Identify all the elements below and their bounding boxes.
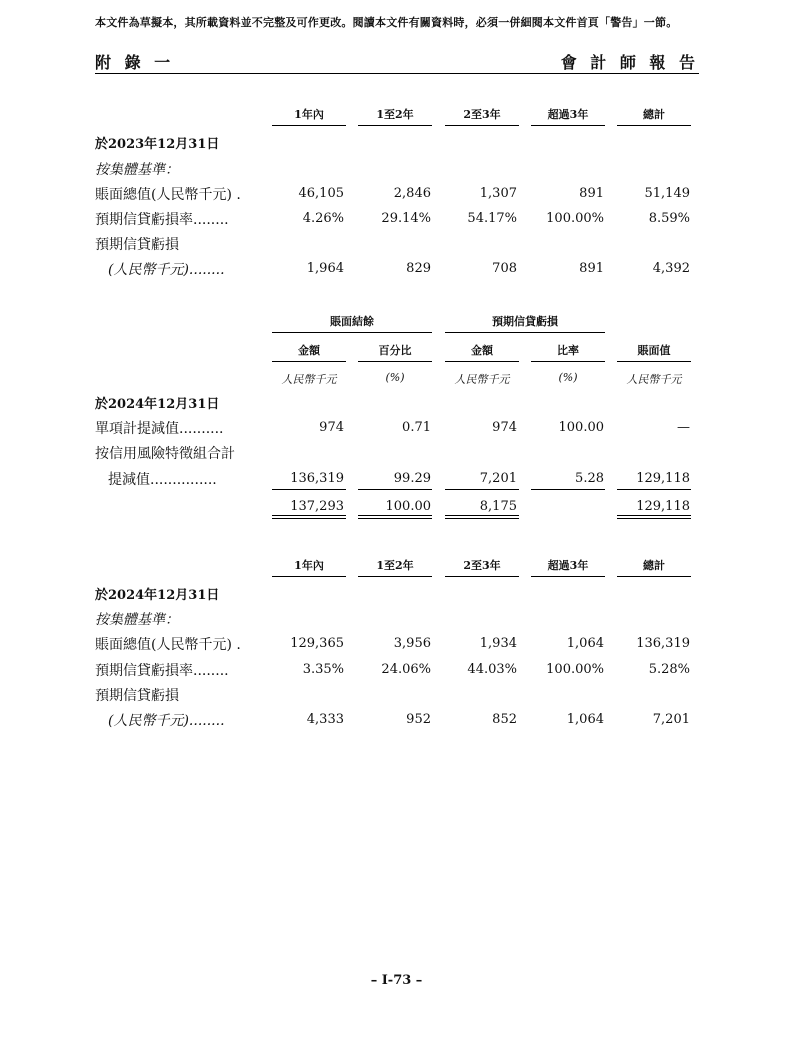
cell: 54.17% [467,211,517,226]
cell: 1,934 [479,636,517,651]
cell: 3.35% [302,662,344,677]
row-label: 預期信貸虧損率........ [95,212,229,228]
cell: 5.28% [648,662,690,677]
col-header: 百分比 [358,342,432,358]
col-header: 1年內 [272,557,346,573]
col-header: 比率 [531,342,605,358]
unit-label: 人民幣千元 [626,373,682,386]
col-header: 1年內 [272,106,346,122]
cell: 891 [579,186,604,201]
total-double-rule [617,515,691,519]
cell: 136,319 [636,636,690,651]
unit-label: 人民幣千元 [281,373,337,386]
cell: 974 [492,420,517,435]
row-label: 單項計提減值.......... [95,421,224,437]
col-header: 1至2年 [358,557,432,573]
cell: — [677,420,690,435]
cell: 51,149 [644,186,690,201]
cell: 5.28 [575,471,604,486]
col-header: 1至2年 [358,106,432,122]
row-label: (人民幣千元)........ [108,713,225,729]
total-cell: 100.00 [385,499,431,514]
row-label: 預期信貸虧損 [95,237,179,253]
cell: 0.71 [402,420,431,435]
cell: 708 [492,261,517,276]
total-cell: 8,175 [479,499,517,514]
cell: 24.06% [381,662,431,677]
cell: 891 [579,261,604,276]
col-header: 總計 [617,557,691,573]
cell: 1,064 [566,712,604,727]
total-double-rule [358,515,432,519]
cell: 129,118 [636,471,690,486]
cell: 852 [492,712,517,727]
cell: 1,964 [306,261,344,276]
subtotal-rule [531,489,605,490]
col-header: 2至3年 [445,106,519,122]
group-header: 賬面結餘 [272,313,432,329]
cell: 44.03% [467,662,517,677]
subtotal-rule [272,489,346,490]
cell: 8.59% [648,211,690,226]
cell: 974 [319,420,344,435]
cell: 100.00% [546,662,604,677]
col-header: 金額 [445,342,519,358]
row-label: 按信用風險特徵組合計 [95,446,235,462]
cell: 4,333 [306,712,344,727]
cell: 129,365 [290,636,344,651]
cell: 99.29 [393,471,431,486]
unit-label: (%) [558,371,578,384]
cell: 2,846 [393,186,431,201]
cell: 4.26% [302,211,344,226]
basis-label: 按集體基準： [95,162,179,178]
row-label: 賬面總值(人民幣千元) . [95,187,241,203]
col-header: 賬面值 [617,342,691,358]
col-header: 金額 [272,342,346,358]
appendix-title: 附 錄 一 [95,53,175,72]
cell: 7,201 [479,471,517,486]
cell: 100.00 [558,420,604,435]
cell: 1,064 [566,636,604,651]
cell: 4,392 [652,261,690,276]
date-label: 於2024年12月31日 [95,588,220,603]
draft-notice: 本文件為草擬本，其所載資料並不完整及可作更改。閱讀本文件有關資料時，必須一併細閱本文件首頁「警告」一節。 [95,16,678,29]
col-header: 2至3年 [445,557,519,573]
unit-label: 人民幣千元 [454,373,510,386]
cell: 100.00% [546,211,604,226]
total-cell: 129,118 [636,499,690,514]
report-title: 會 計 師 報 告 [560,53,699,72]
total-double-rule [445,515,519,519]
row-label: (人民幣千元)........ [108,262,225,278]
group-header: 預期信貸虧損 [445,313,605,329]
cell: 29.14% [381,211,431,226]
cell: 136,319 [290,471,344,486]
cell: 46,105 [298,186,344,201]
col-header: 超過3年 [531,557,605,573]
date-label: 於2024年12月31日 [95,397,220,412]
basis-label: 按集體基準： [95,612,179,628]
subtotal-rule [617,489,691,490]
cell: 1,307 [479,186,517,201]
header-rule [95,73,699,74]
date-label: 於2023年12月31日 [95,137,220,152]
page-number: – I-73 – [370,973,423,988]
total-double-rule [272,515,346,519]
subtotal-rule [358,489,432,490]
col-header: 總計 [617,106,691,122]
cell: 3,956 [393,636,431,651]
cell: 952 [406,712,431,727]
cell: 829 [406,261,431,276]
total-cell: 137,293 [290,499,344,514]
unit-label: (%) [385,371,405,384]
subtotal-rule [445,489,519,490]
col-header: 超過3年 [531,106,605,122]
row-label: 賬面總值(人民幣千元) . [95,637,241,653]
cell: 7,201 [652,712,690,727]
row-label: 預期信貸虧損 [95,688,179,704]
row-label: 預期信貸虧損率........ [95,663,229,679]
row-label: 提減值............... [108,472,217,488]
